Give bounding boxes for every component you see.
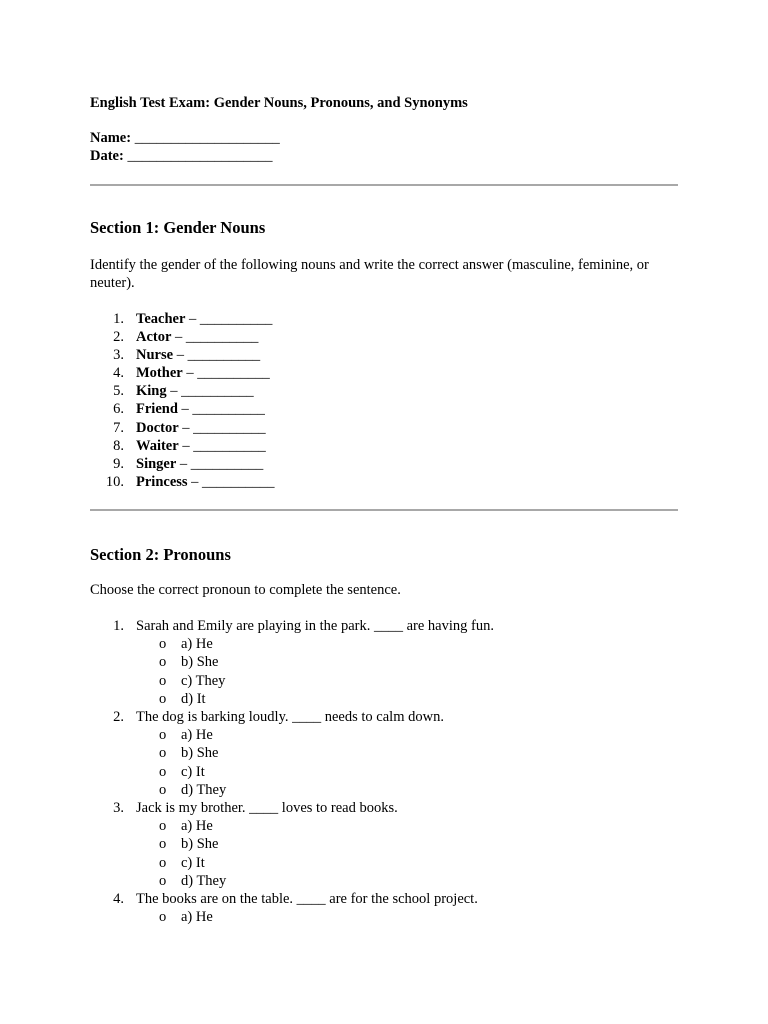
noun-word: Actor (136, 329, 172, 346)
list-item (90, 437, 678, 455)
answer-blank: – __________ (176, 455, 264, 472)
noun-word: Doctor (136, 419, 179, 436)
bullet-icon: o (159, 781, 167, 798)
list-item (90, 382, 678, 400)
question-item (90, 799, 678, 890)
answer-blank: – __________ (173, 347, 261, 364)
noun-word: Friend (136, 401, 178, 418)
item-number: 4. (113, 365, 124, 382)
option-item (136, 653, 678, 671)
bullet-icon: o (159, 818, 167, 835)
answer-blank: – __________ (178, 419, 266, 436)
noun-word: Singer (136, 455, 177, 472)
question-text: The books are on the table. ____ are for the school project. (136, 890, 478, 907)
bullet-icon: o (159, 854, 167, 871)
list-item (90, 310, 678, 328)
section1-instructions: Identify the gender of the following nouns and write the correct answer (masculine, feminine, or neuter). (90, 257, 649, 291)
item-number: 10. (105, 473, 124, 490)
option-item (136, 690, 678, 708)
list-item (90, 419, 678, 437)
option-text: b) She (181, 836, 219, 853)
option-item (136, 726, 678, 744)
option-text: c) It (181, 854, 205, 871)
option-text: d) They (181, 872, 227, 889)
option-text: a) He (181, 818, 213, 835)
option-text: d) It (181, 690, 206, 707)
name-field (90, 129, 678, 147)
item-number: 6. (113, 401, 124, 418)
item-number: 8. (113, 437, 124, 454)
item-number: 9. (113, 455, 124, 472)
option-text: a) He (181, 727, 213, 744)
answer-blank: – __________ (177, 401, 265, 418)
date-field (90, 147, 678, 165)
option-text: a) He (181, 909, 213, 926)
answer-blank: – __________ (182, 365, 270, 382)
option-item (136, 672, 678, 690)
question-number: 3. (113, 799, 124, 816)
noun-word: Teacher (136, 311, 186, 327)
noun-word: Princess (136, 473, 188, 490)
bullet-icon: o (159, 672, 167, 689)
item-number: 1. (113, 311, 124, 327)
item-number: 3. (113, 347, 124, 364)
question-number: 1. (113, 617, 124, 634)
noun-word: Mother (136, 365, 183, 382)
date-label: Date: (90, 148, 124, 164)
question-number: 2. (113, 708, 124, 725)
bullet-icon: o (159, 636, 167, 653)
list-item (90, 473, 678, 491)
list-item (90, 400, 678, 418)
exam-page (90, 94, 678, 926)
divider (90, 184, 678, 186)
question-text: Sarah and Emily are playing in the park. ____ are having fun. (136, 617, 494, 634)
name-blank: ____________________ (134, 130, 280, 146)
name-label: Name: (90, 130, 132, 146)
option-item (136, 635, 678, 653)
question-text: Jack is my brother. ____ loves to read books. (136, 799, 398, 816)
bullet-icon: o (159, 909, 167, 926)
option-item (136, 763, 678, 781)
bullet-icon: o (159, 690, 167, 707)
option-item (136, 817, 678, 835)
answer-blank: – __________ (178, 437, 266, 454)
noun-word: King (136, 383, 167, 400)
gender-nouns-list (90, 310, 678, 491)
date-blank: ____________________ (127, 148, 273, 164)
answer-blank: – __________ (185, 311, 273, 327)
bullet-icon: o (159, 727, 167, 744)
options-list (136, 726, 678, 799)
options-list (136, 635, 678, 708)
option-item (136, 854, 678, 872)
divider (90, 509, 678, 511)
noun-word: Waiter (136, 437, 179, 454)
bullet-icon: o (159, 654, 167, 671)
bullet-icon: o (159, 763, 167, 780)
question-item (90, 617, 678, 708)
options-list (136, 817, 678, 890)
options-list (136, 908, 678, 926)
option-item (136, 872, 678, 890)
list-item (90, 455, 678, 473)
question-item (90, 890, 678, 926)
option-text: b) She (181, 654, 219, 671)
option-item (136, 908, 678, 926)
answer-blank: – __________ (171, 329, 259, 346)
noun-word: Nurse (136, 347, 174, 364)
option-item (136, 781, 678, 799)
item-number: 2. (113, 329, 124, 346)
option-text: a) He (181, 636, 213, 653)
option-item (136, 835, 678, 853)
pronoun-questions-list (90, 617, 678, 926)
bullet-icon: o (159, 745, 167, 762)
question-number: 4. (113, 890, 124, 907)
question-text: The dog is barking loudly. ____ needs to calm down. (136, 708, 444, 725)
bullet-icon: o (159, 836, 167, 853)
student-fields (90, 129, 678, 165)
answer-blank: – __________ (166, 383, 254, 400)
question-item (90, 708, 678, 799)
item-number: 5. (113, 383, 124, 400)
section2-title: Section 2: Pronouns (90, 544, 231, 564)
section1-title: Section 1: Gender Nouns (90, 218, 266, 237)
option-text: c) They (181, 672, 226, 689)
item-number: 7. (113, 419, 124, 436)
list-item (90, 328, 678, 346)
section2-instructions: Choose the correct pronoun to complete the sentence. (90, 581, 401, 598)
option-text: b) She (181, 745, 219, 762)
option-text: c) It (181, 763, 205, 780)
list-item (90, 346, 678, 364)
option-item (136, 744, 678, 762)
option-text: d) They (181, 781, 227, 798)
answer-blank: – __________ (187, 473, 275, 490)
bullet-icon: o (159, 872, 167, 889)
document-title: English Test Exam: Gender Nouns, Pronouns, and Synonyms (90, 95, 468, 111)
list-item (90, 364, 678, 382)
